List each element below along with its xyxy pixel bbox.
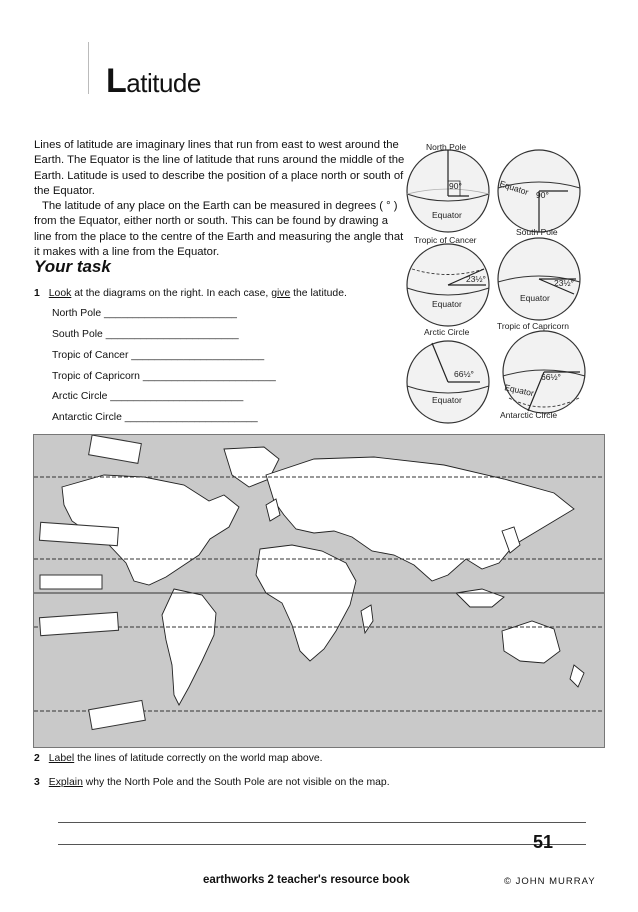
world-map: [33, 434, 605, 748]
answer-tropic-capricorn[interactable]: Tropic of Capricorn _______________________: [52, 371, 276, 382]
intro-paragraph-1: Lines of latitude are imaginary lines that run from east to west around the Earth. The Equator is the line of latitude that runs around the middle of the Earth. Latitude is used to describe the position of a place north or south of the Equator.: [34, 139, 405, 197]
sp-angle: 90°: [536, 190, 549, 200]
np-label: North Pole: [426, 142, 467, 152]
ac-angle: 66½°: [454, 369, 474, 379]
south-pole-globe: [498, 150, 580, 237]
aac-angle: 66½°: [541, 372, 561, 382]
answer-arctic-circle[interactable]: Arctic Circle _______________________: [52, 391, 244, 402]
world-map-drawing: [34, 435, 604, 747]
page-number: 51: [533, 832, 554, 852]
question-1: 1 Look at the diagrams on the right. In each case, give the latitude.: [34, 288, 347, 299]
answer-antarctic-circle[interactable]: Antarctic Circle _______________________: [52, 412, 258, 423]
footer-title: earthworks 2 teacher's resource book: [203, 874, 410, 886]
question-3: 3 Explain why the North Pole and the South Pole are not visible on the map.: [34, 777, 390, 788]
title-divider: [88, 42, 89, 94]
answer-tropic-cancer[interactable]: Tropic of Cancer _______________________: [52, 350, 265, 361]
answer-line-1[interactable]: [58, 822, 586, 823]
tc-label: Tropic of Cancer: [414, 235, 477, 245]
answer-north-pole[interactable]: North Pole _______________________: [52, 308, 237, 319]
aac-equator: Equator: [503, 382, 535, 399]
label-box-5: [89, 700, 146, 729]
tc-equator: Equator: [432, 299, 462, 309]
tcap-label: Tropic of Capricorn: [497, 321, 569, 331]
tropic-capricorn-globe: [497, 238, 580, 331]
label-box-3: [40, 575, 102, 589]
intro-paragraph-2: The latitude of any place on the Earth can be measured in degrees ( ° ) from the Equator, either north or south. This can be found by drawing a line from the place to the centre of the Earth and measuring the angle that it makes with a line from the Equator.: [34, 200, 404, 259]
sp-label: South Pole: [516, 227, 558, 237]
question-2: 2 Label the lines of latitude correctly on the world map above.: [34, 753, 323, 764]
antarctic-circle-globe: [500, 331, 585, 420]
np-angle: 90°: [449, 181, 462, 191]
sp-equator: Equator: [498, 178, 530, 198]
tropic-cancer-globe: [407, 235, 489, 326]
north-pole-globe: [407, 142, 489, 232]
answer-south-pole[interactable]: South Pole _______________________: [52, 329, 239, 340]
aac-label: Antarctic Circle: [500, 410, 558, 420]
ac-label: Arctic Circle: [424, 327, 470, 337]
label-box-1: [89, 435, 142, 463]
tcap-angle: 23½°: [554, 278, 574, 288]
label-box-4: [39, 612, 118, 635]
task-heading: Your task: [34, 257, 111, 276]
tc-angle: 23½°: [466, 274, 486, 284]
ac-equator: Equator: [432, 395, 462, 405]
latitude-diagrams: [404, 136, 604, 426]
intro-text: [34, 138, 406, 260]
tcap-equator: Equator: [520, 293, 550, 303]
arctic-circle-globe: [407, 327, 489, 423]
copyright: © JOHN MURRAY: [504, 876, 596, 887]
np-equator: Equator: [432, 210, 462, 220]
page-title: Latitude: [106, 62, 201, 100]
answer-line-2[interactable]: [58, 844, 586, 845]
